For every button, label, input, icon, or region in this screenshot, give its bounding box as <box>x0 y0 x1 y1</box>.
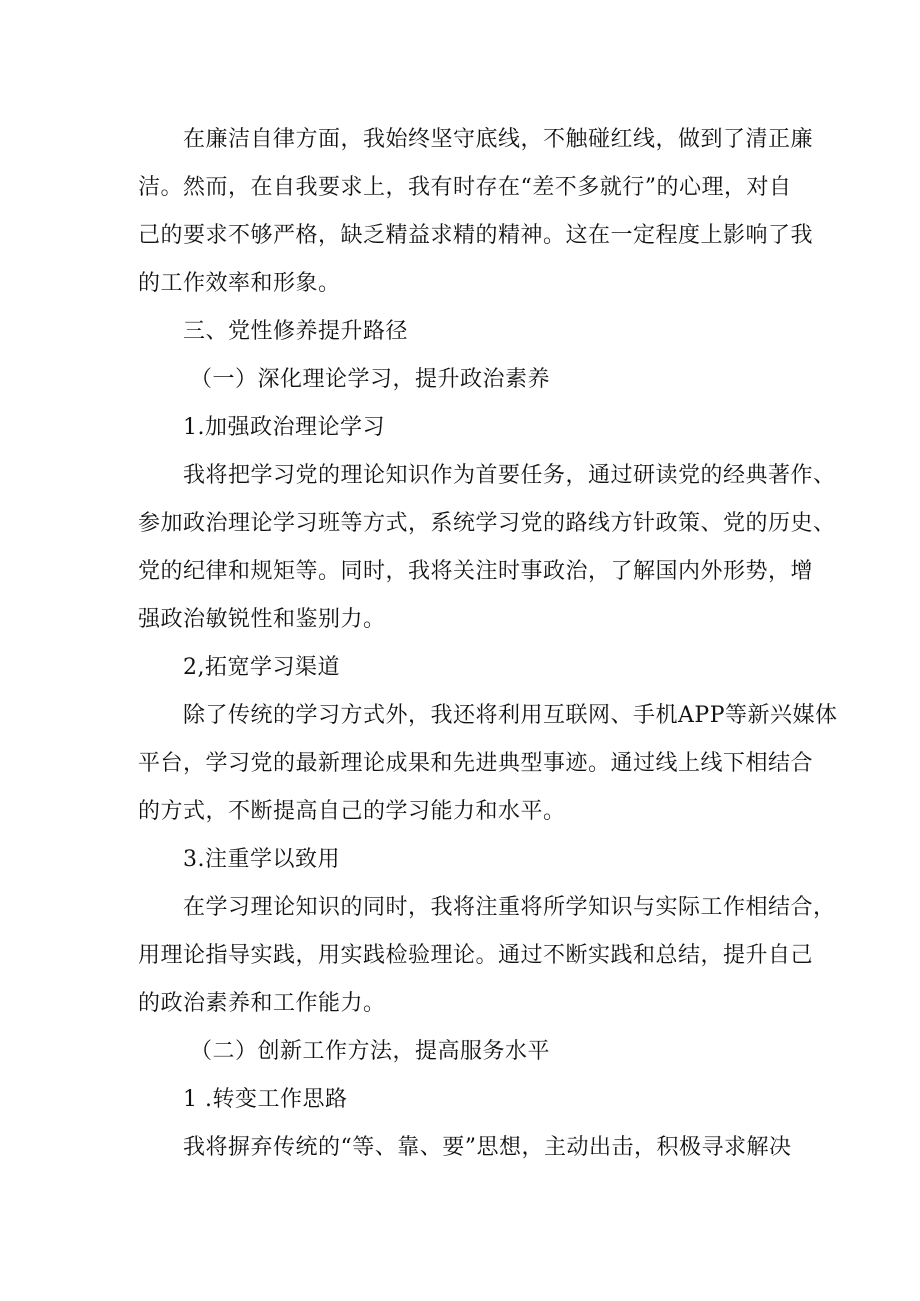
subsection-heading: （二）创新工作方法，提高服务水平 <box>190 1039 551 1064</box>
paragraph-line: 除了传统的学习方式外，我还将利用互联网、手机APP等新兴媒体 <box>183 703 838 728</box>
item-heading: 3.注重学以致用 <box>183 847 340 872</box>
paragraph-line: 我将摒弃传统的“等、靠、要”思想，主动出击，积极寻求解决 <box>183 1135 792 1160</box>
paragraph-line: 在学习理论知识的同时，我将注重将所学知识与实际工作相结合， <box>183 895 836 920</box>
paragraph-line: 的政治素养和工作能力。 <box>138 991 386 1016</box>
item-heading: 1 .转变工作思路 <box>183 1087 348 1112</box>
paragraph-line: 洁。然而，在自我要求上，我有时存在“差不多就行”的心理，对自 <box>138 175 792 200</box>
paragraph-line: 我将把学习党的理论知识作为首要任务，通过研读党的经典著作、 <box>183 463 836 488</box>
paragraph-line: 平台，学习党的最新理论成果和先进典型事迹。通过线上线下相结合 <box>138 751 814 776</box>
section-heading: 三、党性修养提升路径 <box>183 319 409 344</box>
paragraph-line: 己的要求不够严格，缺乏精益求精的精神。这在一定程度上影响了我 <box>138 223 814 248</box>
paragraph-line: 参加政治理论学习班等方式，系统学习党的路线方针政策、党的历史、 <box>138 511 836 536</box>
paragraph-line: 的方式，不断提高自己的学习能力和水平。 <box>138 799 566 824</box>
paragraph-line: 强政治敏锐性和鉴别力。 <box>138 607 386 632</box>
paragraph-line: 在廉洁自律方面，我始终坚守底线，不触碰红线，做到了清正廉 <box>183 127 814 152</box>
item-heading: 1.加强政治理论学习 <box>183 415 385 440</box>
subsection-heading: （一）深化理论学习，提升政治素养 <box>190 367 551 392</box>
paragraph-line: 用理论指导实践，用实践检验理论。通过不断实践和总结，提升自己 <box>138 943 814 968</box>
paragraph-line: 党的纪律和规矩等。同时，我将关注时事政治，了解国内外形势，增 <box>138 559 814 584</box>
item-heading: 2,拓宽学习渠道 <box>183 655 340 680</box>
paragraph-line: 的工作效率和形象。 <box>138 271 341 296</box>
